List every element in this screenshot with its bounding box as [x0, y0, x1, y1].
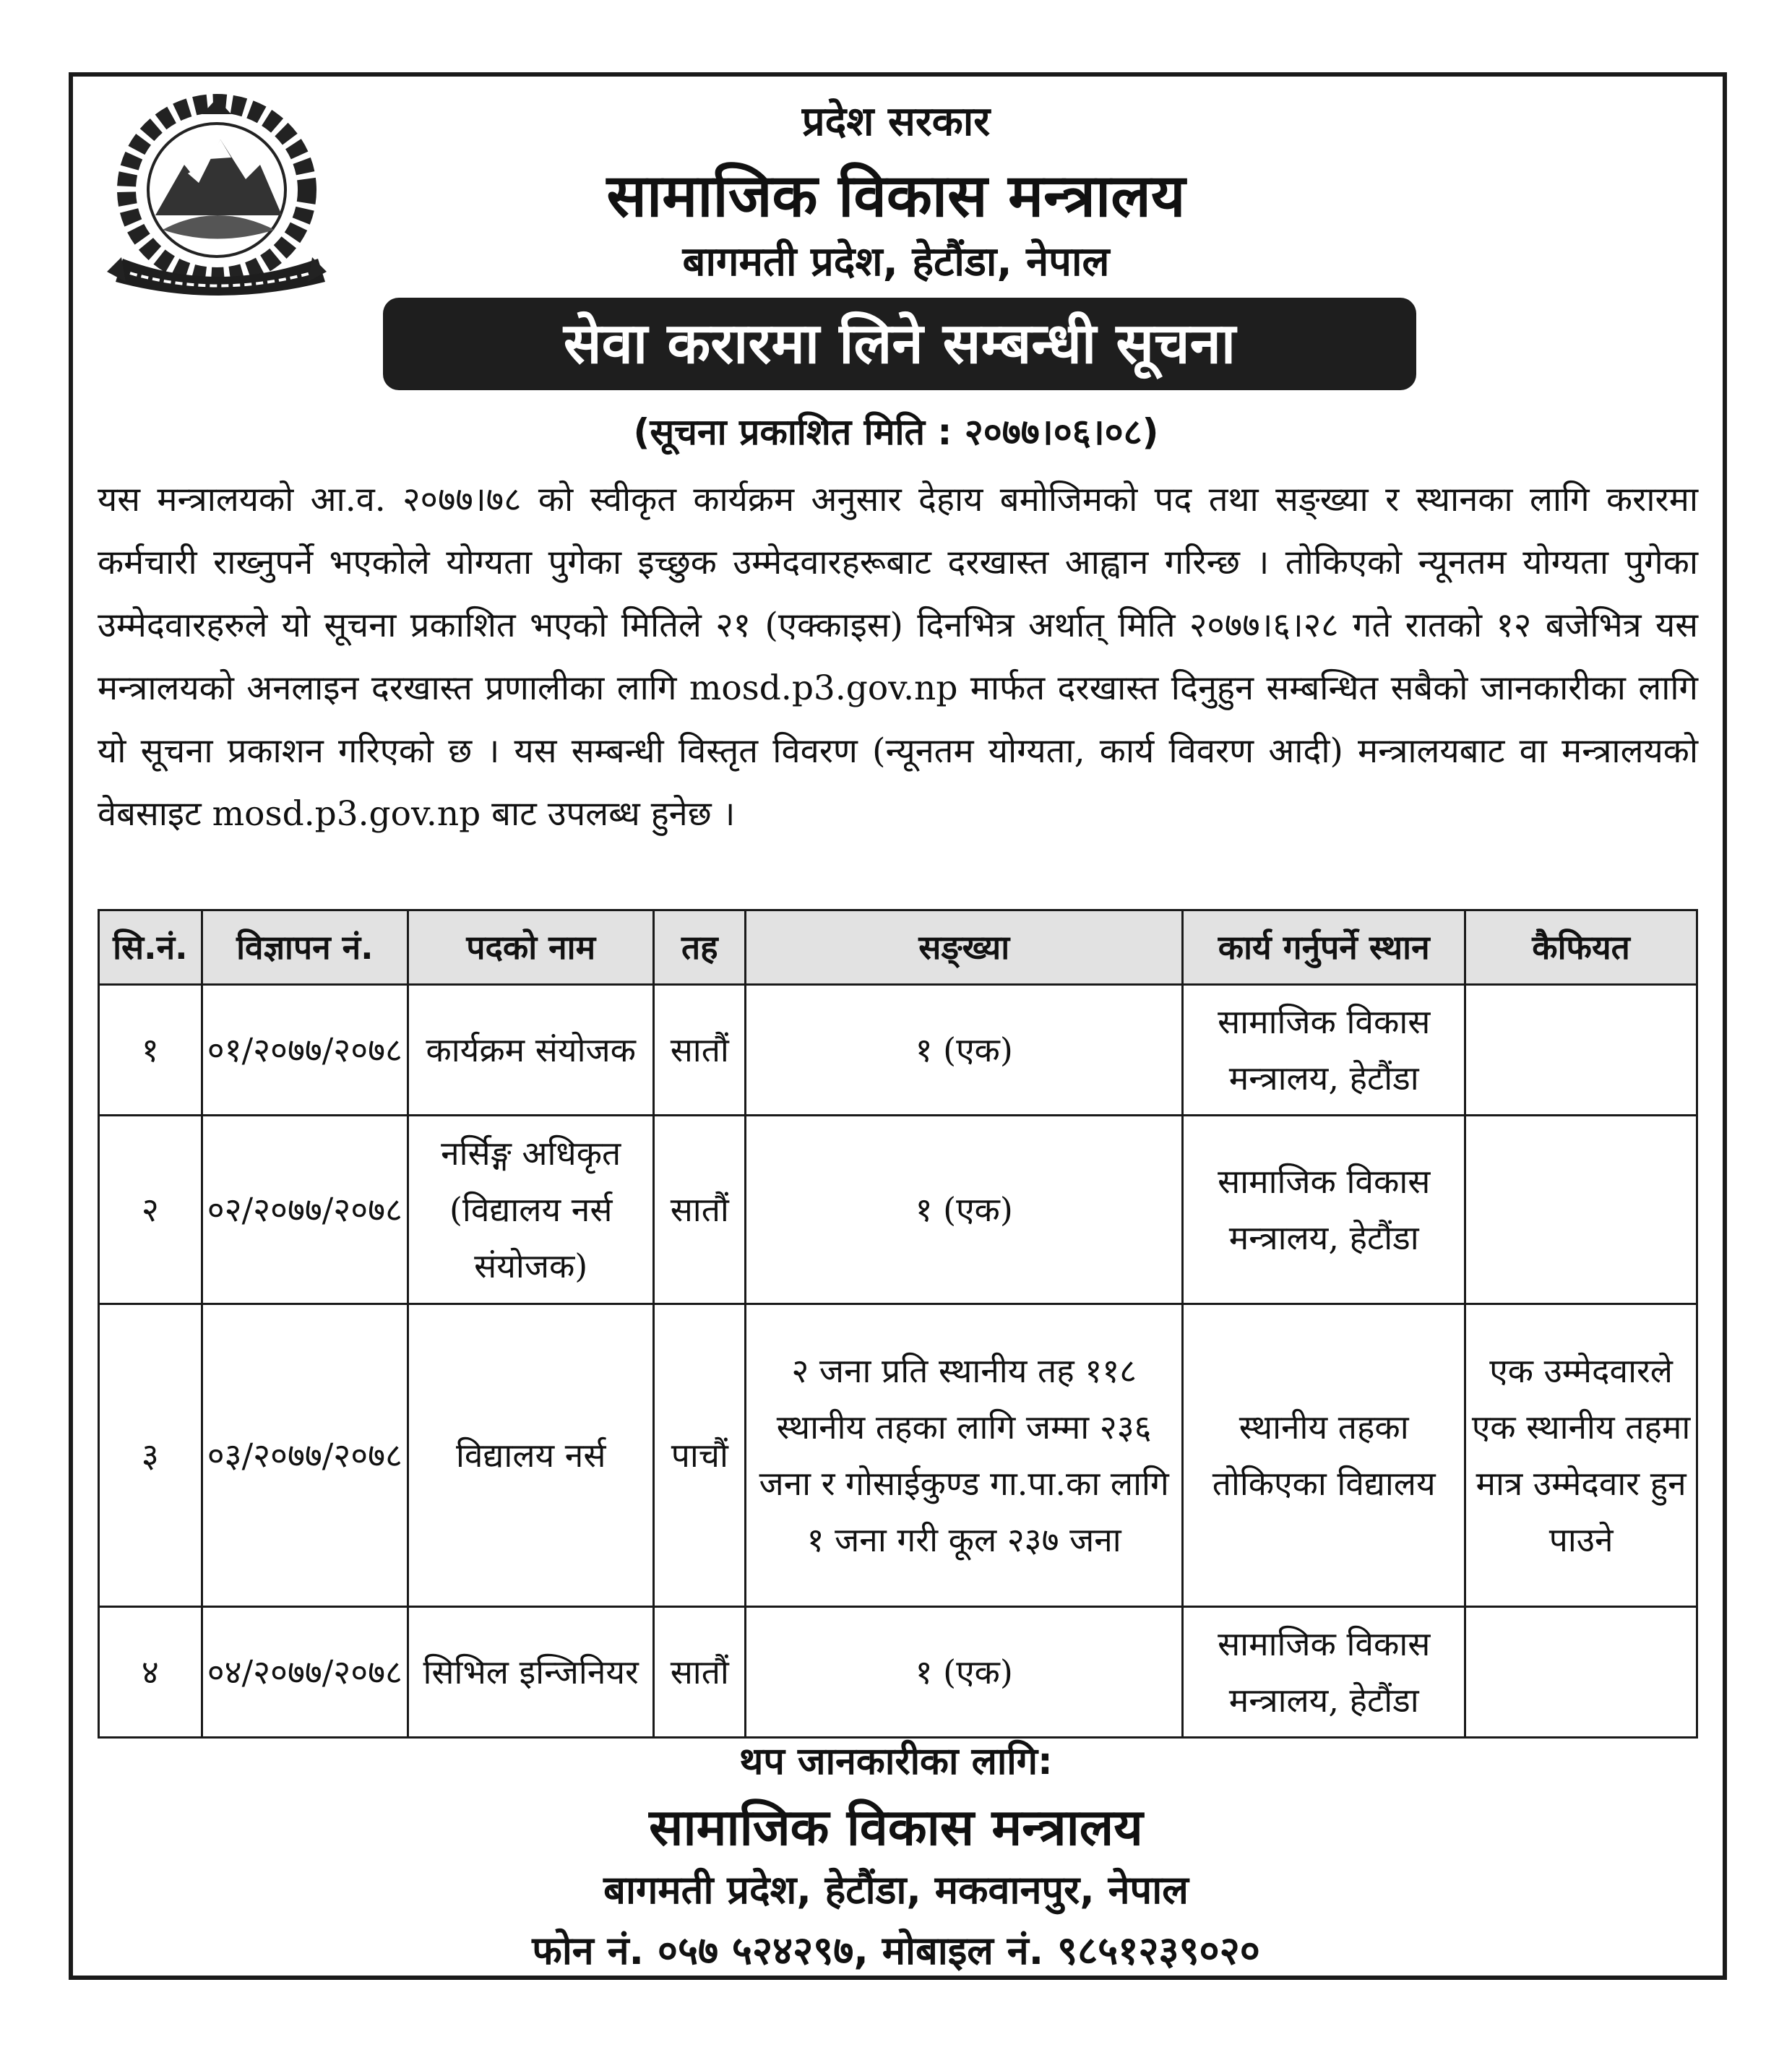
cell-level: सातौं: [654, 1116, 746, 1304]
cell-ad-number: ०४/२०७७/२०७८: [202, 1607, 408, 1738]
footer-address: बागमती प्रदेश, हेटौंडा, मकवानपुर, नेपाल: [603, 1867, 1189, 1913]
ministry-title: सामाजिक विकास मन्त्रालय: [606, 162, 1186, 231]
cell-work-place: स्थानीय तहका तोकिएका विद्यालय: [1183, 1304, 1465, 1607]
cell-post-name: कार्यक्रम संयोजक: [408, 985, 653, 1116]
header-serial: सि.नं.: [99, 910, 202, 985]
cell-level: सातौं: [654, 1607, 746, 1738]
header-post-name: पदको नाम: [408, 910, 653, 985]
intro-paragraph: यस मन्त्रालयको आ.व. २०७७।७८ को स्वीकृत कार्यक्रम अनुसार देहाय बमोजिमको पद तथा सङ्ख्या र स्थानका लागि करारमा कर्मचारी राख्नुपर्ने भएकोले योग्यता पुगेका इच्छुक उम्मेदवारहरूबाट दरखास्त आह्वान गरिन्छ । तोकिएको न्यूनतम योग्यता पुगेका उम्मेदवारहरुले यो सूचना प्रकाशित भएको मितिले २१ (एक्काइस) दिनभित्र अर्थात् मिति २०७७।६।२८ गते रातको १२ बजेभित्र यस मन्त्रालयको अनलाइन दरखास्त प्रणालीका लागि mosd.p3.gov.np मार्फत दरखास्त दिनुहुन सम्बन्धित सबैको जानकारीका लागि यो सूचना प्रकाशन गरिएको छ । यस सम्बन्धी विस्तृत विवरण (न्यूनतम योग्यता, कार्य विवरण आदी) मन्त्रालयबाट वा मन्त्रालयको वेबसाइट mosd.p3.gov.np बाट उपलब्ध हुनेछ ।: [98, 480, 1698, 834]
cell-level: सातौं: [654, 985, 746, 1116]
positions-table: [98, 909, 1698, 1739]
publish-date: (सूचना प्रकाशित मिति : २०७७।०६।०८): [633, 411, 1159, 453]
cell-post-name: विद्यालय नर्स: [408, 1304, 653, 1607]
table-row: [99, 1116, 1697, 1304]
cell-count: २ जना प्रति स्थानीय तह ११८ स्थानीय तहका लागि जम्मा २३६ जना र गोसाईकुण्ड गा.पा.का लागि १ जना गरी कूल २३७ जना: [746, 1304, 1183, 1607]
cell-count: १ (एक): [746, 985, 1183, 1116]
ministry-address: बागमती प्रदेश, हेटौंडा, नेपाल: [682, 238, 1110, 285]
cell-ad-number: ०१/२०७७/२०७८: [202, 985, 408, 1116]
cell-post-name: नर्सिङ्ग अधिकृत (विद्यालय नर्स संयोजक): [408, 1116, 653, 1304]
header-ad-number: विज्ञापन नं.: [202, 910, 408, 985]
cell-ad-number: ०३/२०७७/२०७८: [202, 1304, 408, 1607]
cell-serial: ३: [99, 1304, 202, 1607]
table-row: [99, 1304, 1697, 1607]
cell-serial: १: [99, 985, 202, 1116]
table-header-row: [99, 910, 1697, 985]
cell-remarks: [1465, 1607, 1697, 1738]
footer-ministry-name: सामाजिक विकास मन्त्रालय: [649, 1798, 1143, 1857]
cell-remarks: एक उम्मेदवारले एक स्थानीय तहमा मात्र उम्मेदवार हुन पाउने: [1465, 1304, 1697, 1607]
more-info-label: थप जानकारीका लागि:: [739, 1740, 1053, 1783]
cell-work-place: सामाजिक विकास मन्त्रालय, हेटौंडा: [1183, 1607, 1465, 1738]
footer-phone: फोन नं. ०५७ ५२४२९७, मोबाइल नं. ९८५१२३९०२०: [532, 1928, 1260, 1973]
cell-ad-number: ०२/२०७७/२०७८: [202, 1116, 408, 1304]
header-remarks: कैफियत: [1465, 910, 1697, 985]
cell-serial: ४: [99, 1607, 202, 1738]
cell-count: १ (एक): [746, 1607, 1183, 1738]
cell-work-place: सामाजिक विकास मन्त्रालय, हेटौंडा: [1183, 1116, 1465, 1304]
cell-remarks: [1465, 1116, 1697, 1304]
header-work-place: कार्य गर्नुपर्ने स्थान: [1183, 910, 1465, 985]
header-level: तह: [654, 910, 746, 985]
cell-remarks: [1465, 985, 1697, 1116]
government-title: प्रदेश सरकार: [801, 98, 991, 145]
cell-serial: २: [99, 1116, 202, 1304]
notice-title-banner: सेवा करारमा लिने सम्बन्धी सूचना: [383, 298, 1416, 390]
table-row: [99, 985, 1697, 1116]
cell-work-place: सामाजिक विकास मन्त्रालय, हेटौंडा: [1183, 985, 1465, 1116]
cell-count: १ (एक): [746, 1116, 1183, 1304]
header-count: सङ्ख्या: [746, 910, 1183, 985]
cell-post-name: सिभिल इन्जिनियर: [408, 1607, 653, 1738]
cell-level: पाचौं: [654, 1304, 746, 1607]
table-row: [99, 1607, 1697, 1738]
